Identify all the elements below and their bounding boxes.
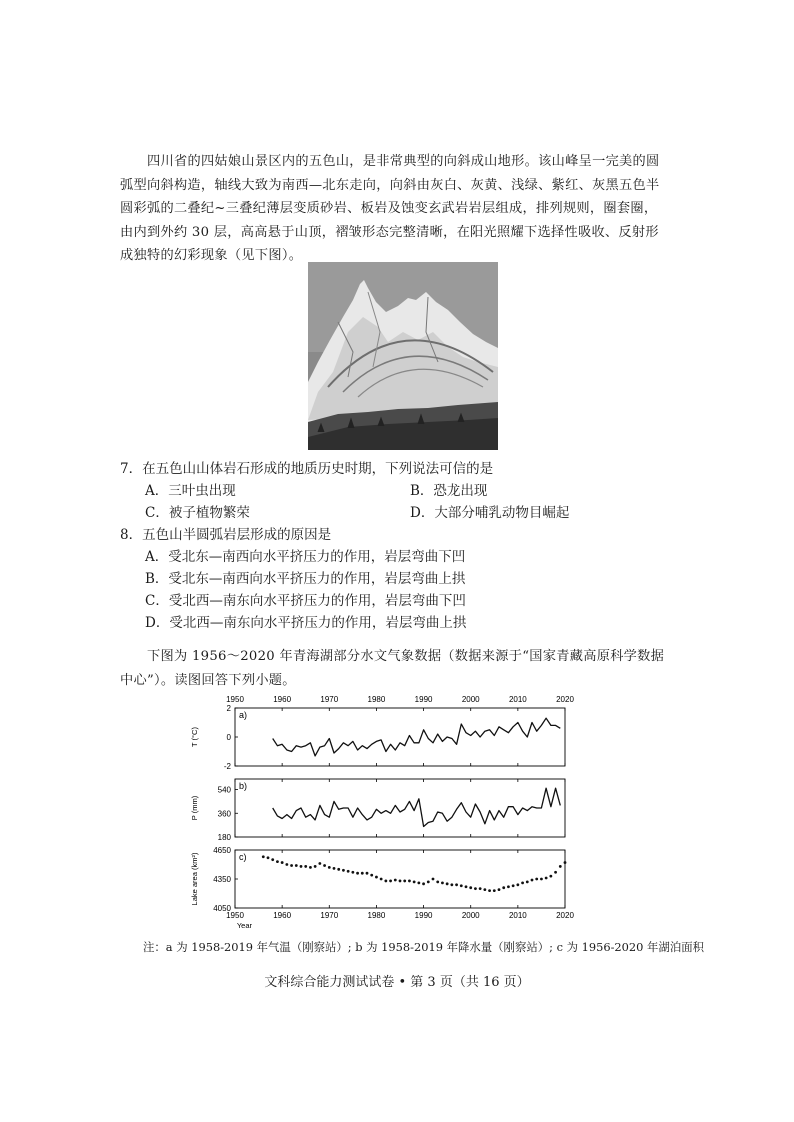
x-tick-label: 1970 bbox=[320, 911, 339, 920]
x-tick-label-top: 2000 bbox=[461, 695, 480, 704]
data-point bbox=[427, 881, 430, 884]
chart-intro bbox=[120, 645, 680, 692]
data-point bbox=[488, 889, 491, 892]
x-tick-label: 2000 bbox=[461, 911, 480, 920]
question-7-stem: 7．在五色山山体岩石形成的地质历史时期，下列说法可信的是 bbox=[120, 461, 494, 477]
data-point bbox=[455, 883, 458, 886]
data-point bbox=[361, 872, 364, 875]
data-point bbox=[559, 865, 562, 868]
data-point bbox=[450, 883, 453, 886]
data-point bbox=[502, 886, 505, 889]
data-point bbox=[474, 887, 477, 890]
series-line bbox=[273, 718, 561, 756]
chart-intro-line: 下图为 1956～2020 年青海湖部分水文气象数据（数据来源于“国家青藏高原科学数据 bbox=[147, 649, 665, 664]
y-tick-label: 180 bbox=[217, 833, 231, 842]
data-point bbox=[337, 868, 340, 871]
data-point bbox=[267, 856, 270, 859]
x-tick-label: 1990 bbox=[414, 911, 433, 920]
y-tick-label: 4350 bbox=[213, 875, 231, 884]
data-point bbox=[545, 877, 548, 880]
panel-frame bbox=[235, 779, 565, 837]
question-8-option-a: A．受北东—南西向水平挤压力的作用，岩层弯曲下凹 bbox=[145, 549, 466, 565]
data-point bbox=[531, 879, 534, 882]
y-axis-label: T (°C) bbox=[190, 727, 199, 747]
data-point bbox=[512, 884, 515, 887]
data-point bbox=[328, 866, 331, 869]
data-point bbox=[521, 881, 524, 884]
data-point bbox=[413, 881, 416, 884]
x-axis-label: Year bbox=[236, 921, 253, 930]
x-tick-label-top: 1950 bbox=[226, 695, 244, 704]
y-tick-label: 360 bbox=[217, 809, 231, 819]
x-tick-label: 2010 bbox=[508, 911, 527, 920]
data-point bbox=[554, 871, 557, 874]
x-tick-label-top: 1980 bbox=[367, 695, 386, 704]
question-8-option-b: B．受北东—南西向水平挤压力的作用，岩层弯曲上拱 bbox=[145, 571, 466, 587]
mountain-photo bbox=[308, 262, 498, 450]
y-tick-label: 0 bbox=[226, 733, 231, 742]
x-tick-label: 1960 bbox=[273, 911, 292, 920]
data-point bbox=[384, 880, 387, 883]
data-point bbox=[493, 889, 496, 892]
question-8-option-c: C．受北西—南东向水平挤压力的作用，岩层弯曲下凹 bbox=[145, 593, 466, 609]
x-tick-label: 1950 bbox=[226, 911, 244, 920]
data-point bbox=[281, 861, 284, 864]
data-point bbox=[314, 865, 317, 868]
x-tick-label-top: 2010 bbox=[508, 695, 527, 704]
data-point bbox=[549, 875, 552, 878]
question-7-option-a: A．三叶虫出现 bbox=[145, 483, 236, 499]
question-7-option-d: D．大部分哺乳动物目崛起 bbox=[410, 505, 570, 521]
data-point bbox=[342, 869, 345, 872]
x-tick-label: 1980 bbox=[367, 911, 386, 920]
intro-line: 成独特的幻彩现象（见下图）。 bbox=[120, 248, 303, 263]
data-point bbox=[399, 880, 402, 883]
y-tick-label: -2 bbox=[223, 762, 231, 771]
y-tick-label: 4050 bbox=[213, 904, 231, 913]
data-point bbox=[507, 885, 510, 888]
y-tick-label: 2 bbox=[226, 704, 231, 713]
data-point bbox=[469, 886, 472, 889]
data-point bbox=[446, 882, 449, 885]
data-point bbox=[262, 855, 265, 858]
x-tick-label-top: 1970 bbox=[320, 695, 339, 704]
question-8-stem: 8．五色山半圆弧岩层形成的原因是 bbox=[120, 527, 332, 543]
intro-line: 弧型向斜构造，轴线大致为南西—北东走向，向斜由灰白、灰黄、浅绿、紫红、灰黑五色半 bbox=[120, 177, 660, 193]
panel-frame bbox=[235, 708, 565, 766]
data-point bbox=[479, 887, 482, 890]
data-point bbox=[304, 865, 307, 868]
data-point bbox=[498, 888, 501, 891]
data-point bbox=[295, 864, 298, 867]
data-point bbox=[380, 878, 383, 881]
data-point bbox=[417, 881, 420, 884]
data-point bbox=[460, 884, 463, 887]
x-tick-label: 2020 bbox=[556, 911, 574, 920]
y-tick-label: 540 bbox=[217, 785, 231, 795]
question-7-option-b: B．恐龙出现 bbox=[410, 483, 488, 499]
data-point bbox=[403, 880, 406, 883]
chart-note: 注：a 为 1958-2019 年气温（刚察站）; b 为 1958-2019 年降水量（刚察站）; c 为 1956-2020 年湖泊面积 bbox=[143, 940, 704, 954]
x-tick-label-top: 1960 bbox=[273, 695, 292, 704]
data-point bbox=[564, 861, 567, 864]
panel-frame bbox=[235, 850, 565, 908]
y-axis-label: Lake area (km²) bbox=[190, 852, 199, 906]
data-point bbox=[389, 880, 392, 883]
data-point bbox=[309, 866, 312, 869]
data-point bbox=[276, 860, 279, 863]
panel-label: b) bbox=[239, 781, 248, 791]
climate-chart bbox=[185, 692, 585, 937]
data-point bbox=[347, 870, 350, 873]
y-axis-label: P (mm) bbox=[190, 795, 199, 821]
data-point bbox=[432, 878, 435, 881]
data-point bbox=[465, 885, 468, 888]
data-point bbox=[323, 864, 326, 867]
intro-line: 由内到外约 30 层，高高悬于山顶，褶皱形态完整清晰，在阳光照耀下选择性吸收、反射形 bbox=[120, 224, 659, 240]
data-point bbox=[318, 862, 321, 865]
data-point bbox=[375, 876, 378, 879]
data-point bbox=[394, 879, 397, 882]
x-tick-label-top: 2020 bbox=[556, 695, 574, 704]
data-point bbox=[535, 878, 538, 881]
panel-label: c) bbox=[239, 852, 247, 862]
data-point bbox=[356, 872, 359, 875]
data-point bbox=[441, 881, 444, 884]
intro-line: 圆彩弧的二叠纪~三叠纪薄层变质砂岩、板岩及蚀变玄武岩岩层组成，排列规则，圈套圈， bbox=[120, 201, 658, 216]
intro-line: 四川省的四姑娘山景区内的五色山，是非常典型的向斜成山地形。该山峰呈一完美的圆 bbox=[147, 154, 660, 169]
series-line bbox=[273, 788, 561, 826]
data-point bbox=[516, 883, 519, 886]
data-point bbox=[290, 864, 293, 867]
data-point bbox=[300, 865, 303, 868]
data-point bbox=[366, 872, 369, 875]
intro-paragraph bbox=[120, 150, 680, 268]
data-point bbox=[285, 863, 288, 866]
data-point bbox=[540, 878, 543, 881]
data-point bbox=[271, 858, 274, 861]
data-point bbox=[408, 880, 411, 883]
chart-container bbox=[185, 692, 585, 941]
data-point bbox=[351, 871, 354, 874]
data-point bbox=[370, 874, 373, 877]
data-point bbox=[422, 882, 425, 885]
data-point bbox=[526, 881, 529, 884]
page-footer: 文科综合能力测试试卷 • 第 3 页（共 16 页） bbox=[264, 975, 530, 990]
data-point bbox=[436, 881, 439, 884]
y-tick-label: 4650 bbox=[213, 846, 231, 855]
question-7-option-c: C．被子植物繁荣 bbox=[145, 505, 250, 521]
panel-label: a) bbox=[239, 710, 248, 720]
x-tick-label-top: 1990 bbox=[414, 695, 433, 704]
chart-intro-line: 中心”）。读图回答下列小题。 bbox=[120, 672, 296, 688]
question-8-option-d: D．受北西—南东向水平挤压力的作用，岩层弯曲上拱 bbox=[145, 615, 467, 631]
data-point bbox=[333, 867, 336, 870]
data-point bbox=[483, 888, 486, 891]
